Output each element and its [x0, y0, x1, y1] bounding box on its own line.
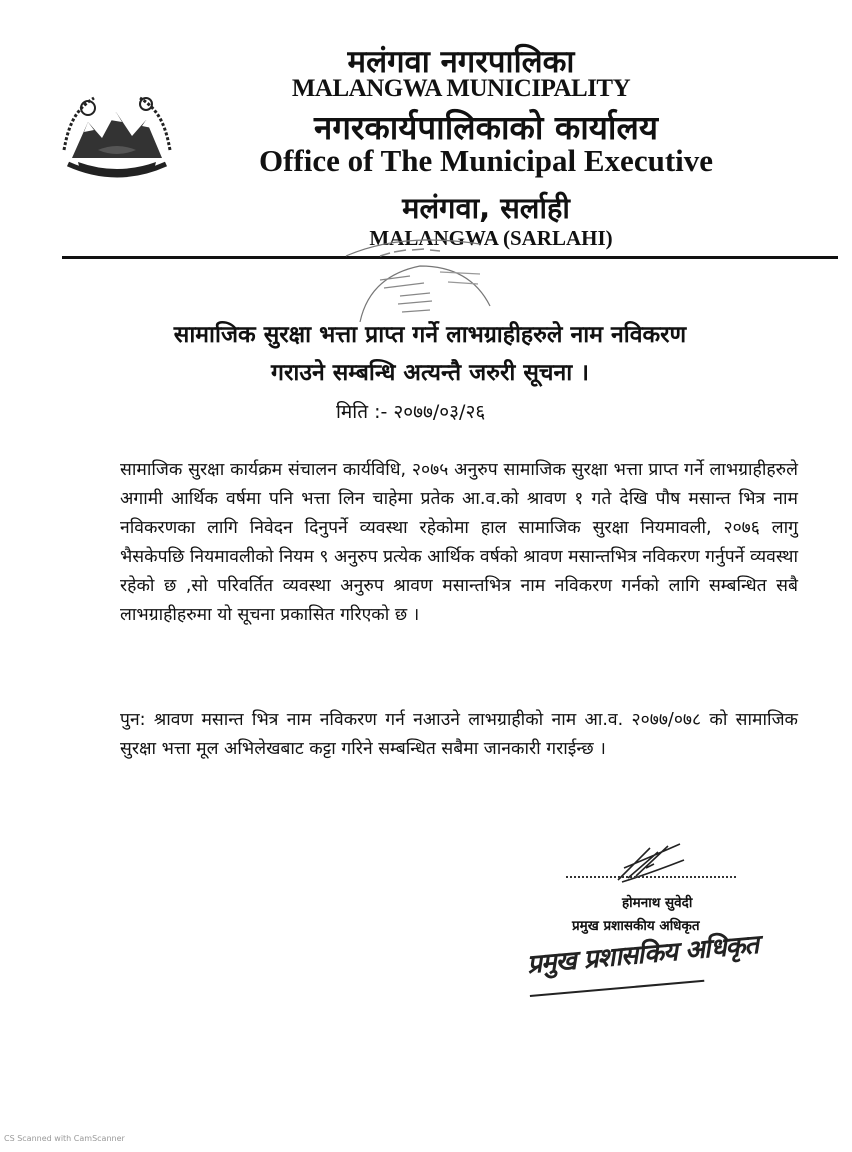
signatory-title: प्रमुख प्रशासकीय अधिकृत: [572, 918, 700, 934]
municipality-name-english: MALANGWA MUNICIPALITY: [291, 75, 631, 102]
notice-date: मिति :- २०७७/०३/२६: [336, 401, 486, 423]
designation-stamp-text: प्रमुख प्रशासकिय अधिकृत: [525, 929, 760, 981]
notice-subject: [100, 316, 760, 392]
notice-paragraph-2: पुन: श्रावण मसान्त भित्र नाम नविकरण गर्न नआउने लाभग्राहीको नाम आ.व. २०७७/०७८ को सामाजिक सुरक्षा भत्ता मूल अभिलेखबाट कट्टा गरिने सम्बन्धित सबैमा जानकारी गराईन्छ ।: [120, 710, 798, 759]
signatory-name: होमनाथ सुवेदी: [622, 895, 693, 911]
notice-subject-line-2: गराउने सम्बन्धि अत्यन्तै जरुरी सूचना ।: [271, 360, 589, 386]
office-seal-stamp: [340, 236, 502, 322]
notice-subject-line-1: सामाजिक सुरक्षा भत्ता प्राप्त गर्ने लाभग्राहीहरुले नाम नविकरण: [173, 322, 687, 348]
designation-stamp: [525, 929, 760, 997]
notice-paragraph-1: सामाजिक सुरक्षा कार्यक्रम संचालन कार्यविधि, २०७५ अनुरुप सामाजिक सुरक्षा भत्ता प्राप्त गर्ने लाभग्राहीहरुले अगामी आर्थिक वर्षमा पनि भत्ता लिन चाहेमा प्रतेक आ.व.को श्रावण १ गते देखि पौष मसान्त भित्र नाम नविकरणका लागि निवेदन दिनुपर्ने व्यवस्था रहेकोमा हाल सामाजिक सुरक्षा नियमावली, २०७६ लागु भैसकेपछि नियमावलीको नियम ९ अनुरुप प्रत्येक आर्थिक वर्षको श्रावण मसान्तभित्र नविकरण गर्नुपर्ने व्यवस्था रहेको छ ,सो परिवर्तित व्यवस्था अनुरुप श्रावण मसान्तभित्र नाम नविकरण गर्नको लागि सम्बन्धित सबै लाभग्राहीहरुमा यो सूचना प्रकासित गरिएको छ ।: [120, 460, 798, 625]
handwritten-signature: [588, 838, 698, 888]
office-name-nepali: नगरकार्यपालिकाको कार्यालय: [314, 108, 658, 147]
address-nepali: मलंगवा, सर्लाही: [402, 191, 570, 225]
office-name-english: Office of The Municipal Executive: [258, 143, 714, 178]
address-english: MALANGWA (SARLAHI): [369, 226, 613, 250]
municipality-name-nepali: मलंगवा नगरपालिका: [347, 44, 575, 80]
scanner-watermark: CS Scanned with CamScanner: [4, 1134, 125, 1143]
signature-line: [566, 876, 736, 878]
